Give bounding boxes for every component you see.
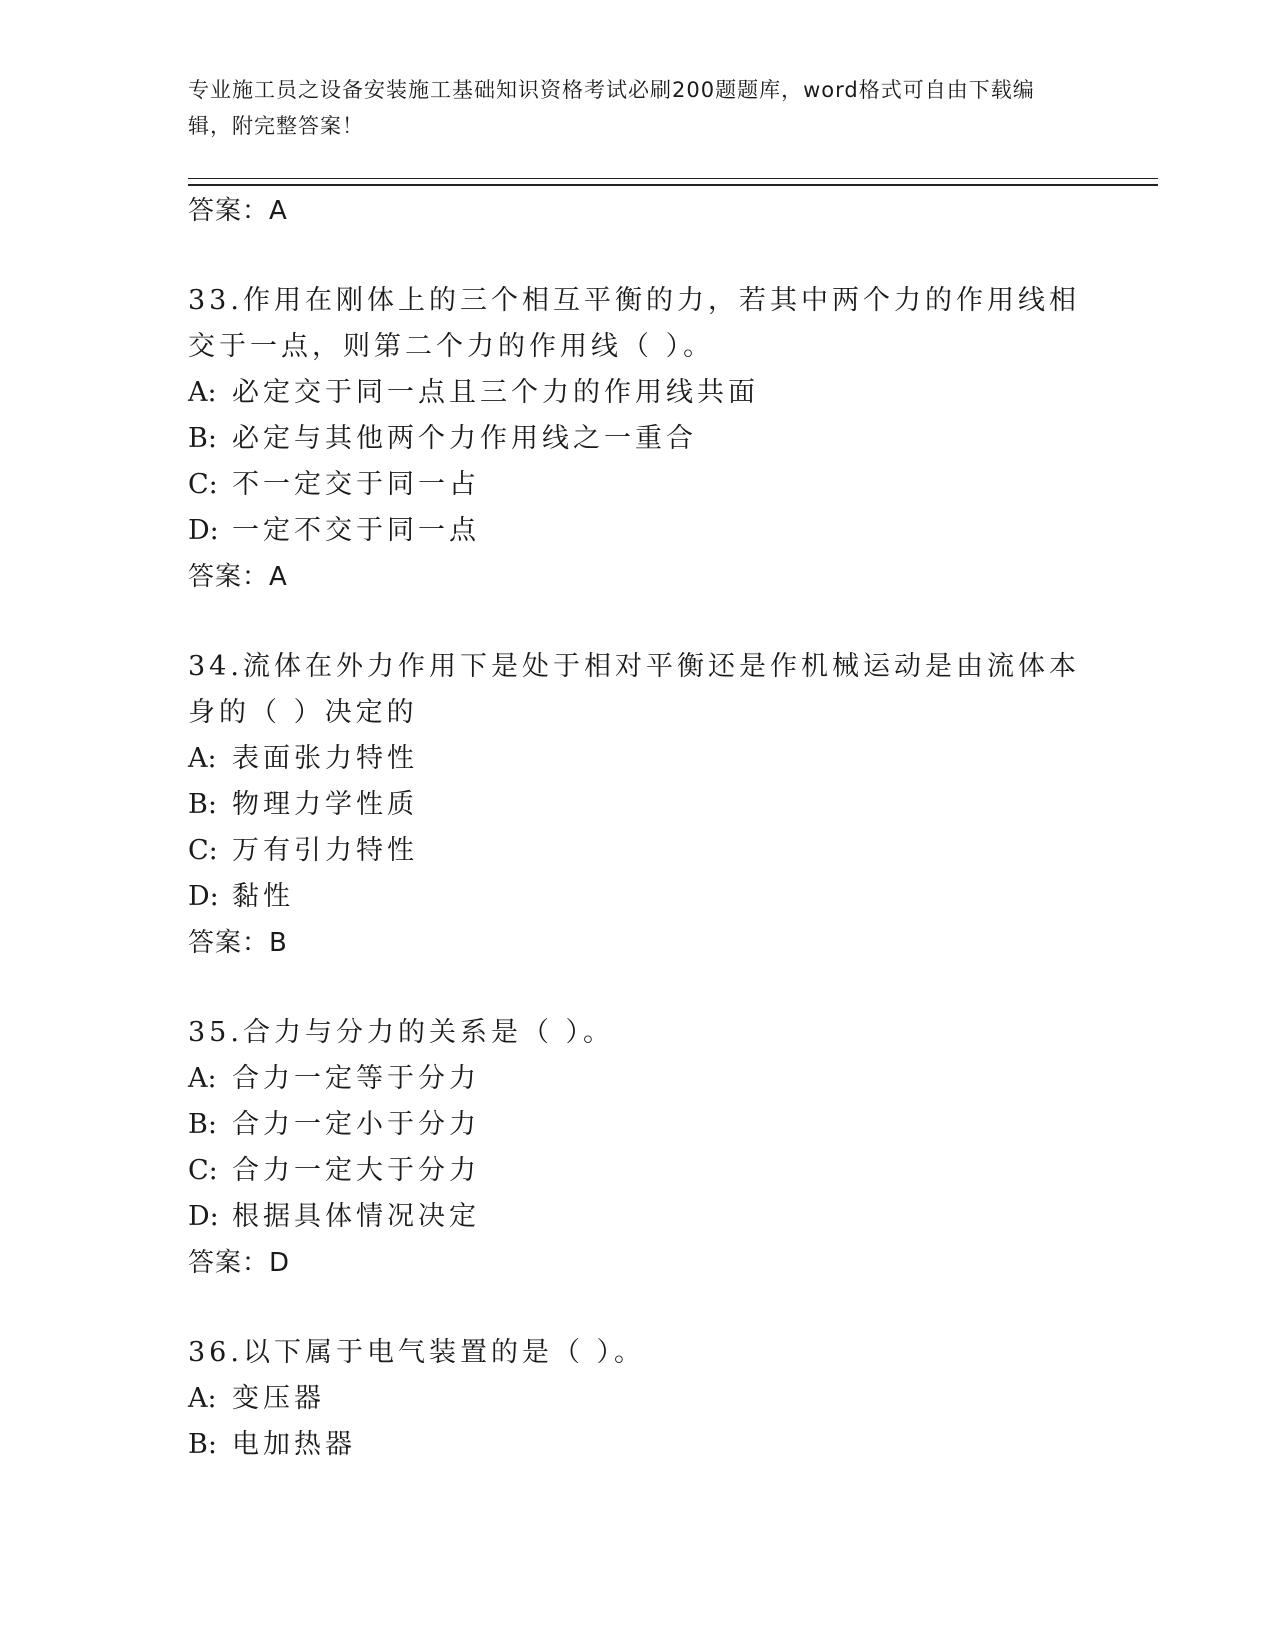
option-letter: B:	[188, 1429, 217, 1460]
answer-33: 答案：A	[188, 562, 288, 592]
question-text: 33.作用在刚体上的三个相互平衡的力，若其中两个力的作用线相交于一点，则第二个力的作用线（ ）。	[188, 285, 1080, 362]
option-letter: A:	[188, 1383, 217, 1414]
question-text: 35.合力与分力的关系是（ ）。	[188, 1017, 615, 1048]
option-letter: D:	[188, 881, 219, 912]
question-34	[188, 644, 1088, 966]
answer-34: 答案：B	[188, 928, 288, 958]
question-text: 36.以下属于电气装置的是（ ）。	[188, 1337, 646, 1368]
option-d	[188, 874, 1088, 920]
option-d	[188, 1194, 1088, 1240]
option-text: 合力一定小于分力	[232, 1109, 480, 1140]
option-letter: D:	[188, 515, 219, 546]
question-35	[188, 1010, 1088, 1286]
option-letter: C:	[188, 469, 218, 500]
option-letter: C:	[188, 835, 218, 866]
option-b	[188, 1422, 1088, 1468]
option-text: 合力一定等于分力	[232, 1063, 480, 1094]
answer-32: 答案：A	[188, 196, 288, 226]
option-d	[188, 508, 1088, 554]
option-text: 必定交于同一点且三个力的作用线共面	[232, 377, 759, 408]
option-c	[188, 462, 1088, 508]
option-c	[188, 1148, 1088, 1194]
question-list	[188, 188, 1088, 1468]
option-text: 不一定交于同一占	[232, 469, 480, 500]
option-text: 必定与其他两个力作用线之一重合	[232, 423, 697, 454]
option-b	[188, 1102, 1088, 1148]
option-text: 一定不交于同一点	[232, 515, 480, 546]
option-b	[188, 416, 1088, 462]
option-a	[188, 1376, 1088, 1422]
option-text: 万有引力特性	[232, 835, 418, 866]
answer-35: 答案：D	[188, 1248, 291, 1278]
option-a	[188, 370, 1088, 416]
option-text: 电加热器	[232, 1429, 356, 1460]
option-b	[188, 782, 1088, 828]
header-divider	[188, 178, 1158, 186]
option-letter: A:	[188, 743, 217, 774]
option-text: 表面张力特性	[232, 743, 418, 774]
option-text: 根据具体情况决定	[232, 1201, 480, 1232]
option-text: 变压器	[232, 1383, 325, 1414]
option-letter: A:	[188, 377, 217, 408]
option-letter: B:	[188, 1109, 217, 1140]
option-letter: D:	[188, 1201, 219, 1232]
option-text: 合力一定大于分力	[232, 1155, 480, 1186]
option-letter: A:	[188, 1063, 217, 1094]
option-letter: B:	[188, 423, 217, 454]
option-a	[188, 736, 1088, 782]
option-a	[188, 1056, 1088, 1102]
question-33	[188, 278, 1088, 600]
question-text: 34.流体在外力作用下是处于相对平衡还是作机械运动是由流体本身的（ ）决定的	[188, 651, 1080, 728]
option-c	[188, 828, 1088, 874]
option-text: 黏性	[232, 881, 294, 912]
question-36	[188, 1330, 1088, 1468]
option-letter: B:	[188, 789, 217, 820]
page-header: 专业施工员之设备安装施工基础知识资格考试必刷200题题库，word格式可自由下载编辑，附完整答案！	[188, 78, 1035, 138]
option-text: 物理力学性质	[232, 789, 418, 820]
option-letter: C:	[188, 1155, 218, 1186]
